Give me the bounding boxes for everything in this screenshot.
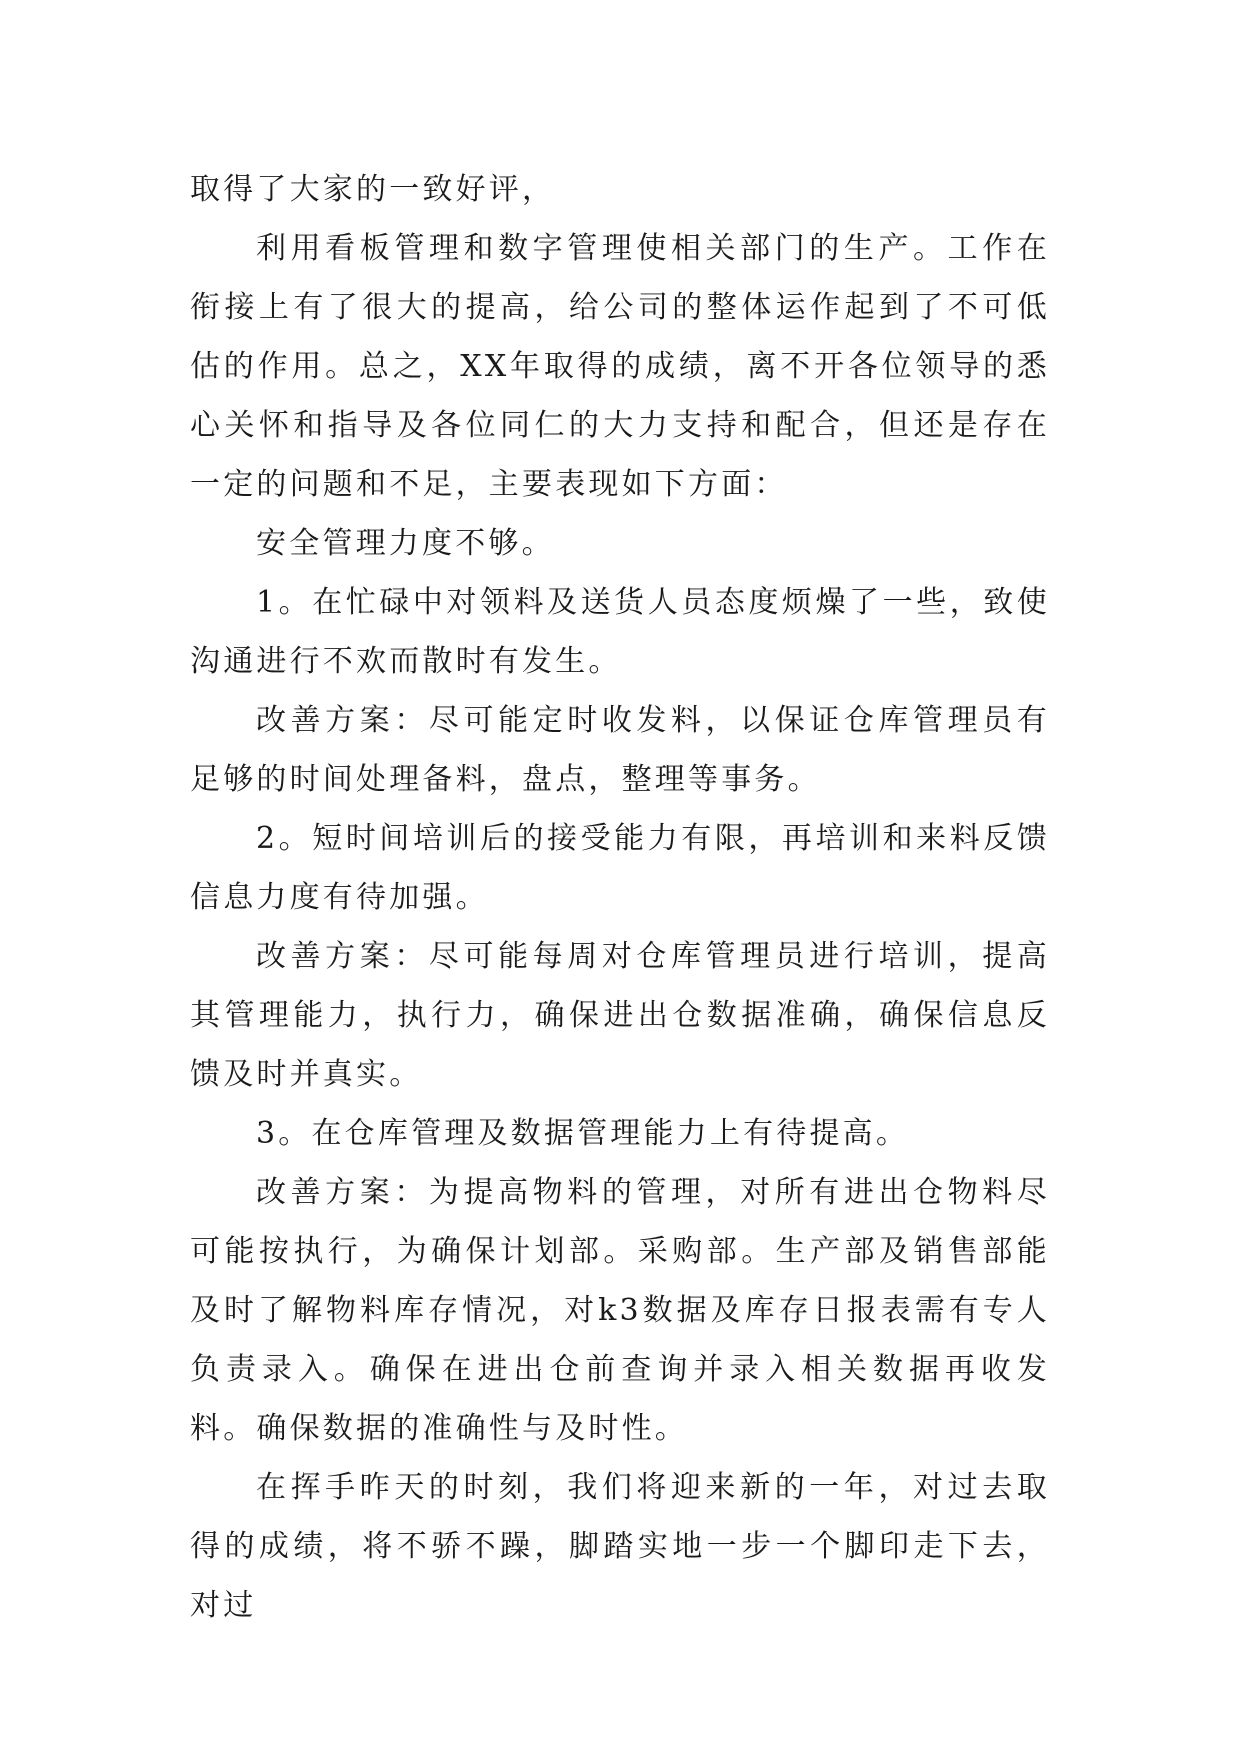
paragraph-4: 1。在忙碌中对领料及送货人员态度烦燥了一些，致使沟通进行不欢而散时有发生。 xyxy=(190,585,1050,679)
paragraph-7: 改善方案：尽可能每周对仓库管理员进行培训，提高其管理能力，执行力，确保进出仓数据准确，确保信息反馈及时并真实。 xyxy=(190,939,1050,1092)
paragraph-5: 改善方案：尽可能定时收发料，以保证仓库管理员有足够的时间处理备料，盘点，整理等事务。 xyxy=(190,703,1050,797)
paragraph-6: 2。短时间培训后的接受能力有限，再培训和来料反馈信息力度有待加强。 xyxy=(190,821,1050,915)
paragraph-10: 在挥手昨天的时刻，我们将迎来新的一年，对过去取得的成绩，将不骄不躁，脚踏实地一步一个脚印走下去，对过 xyxy=(190,1470,1050,1623)
paragraph-1: 取得了大家的一致好评， xyxy=(190,172,556,207)
document-body xyxy=(190,160,1050,1635)
paragraph-3: 安全管理力度不够。 xyxy=(256,526,555,561)
paragraph-8: 3。在仓库管理及数据管理能力上有待提高。 xyxy=(256,1116,910,1151)
paragraph-2: 利用看板管理和数字管理使相关部门的生产。工作在衔接上有了很大的提高，给公司的整体运作起到了不可低估的作用。总之，XX年取得的成绩，离不开各位领导的悉心关怀和指导及各位同仁的大力支持和配合，但还是存在一定的问题和不足，主要表现如下方面： xyxy=(190,231,1050,502)
paragraph-9: 改善方案：为提高物料的管理，对所有进出仓物料尽可能按执行，为确保计划部。采购部。生产部及销售部能及时了解物料库存情况，对k3数据及库存日报表需有专人负责录入。确保在进出仓前查询并录入相关数据再收发料。确保数据的准确性与及时性。 xyxy=(190,1175,1050,1446)
